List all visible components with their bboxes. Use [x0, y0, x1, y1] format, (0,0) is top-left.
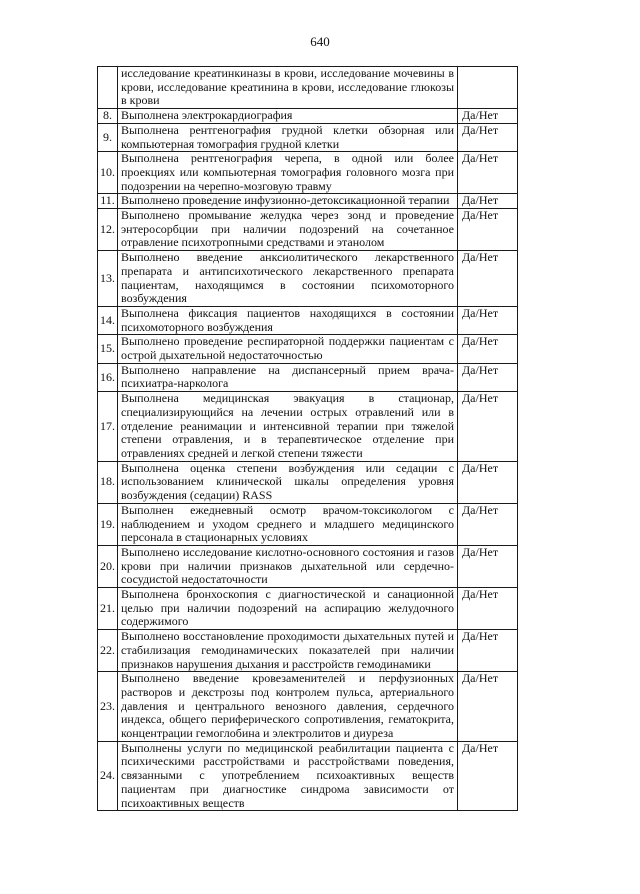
criterion-text: Выполнено введение анксиолитического лекарственного препарата и антипсихотического лекарственного препарата пациентам, находящимся в состоянии психомоторного возбуждения: [118, 251, 458, 307]
criterion-text: Выполнено направление на диспансерный прием врача-психиатра-нарколога: [118, 363, 458, 391]
answer-cell: Да/Нет: [458, 123, 518, 151]
table-row: [98, 545, 518, 587]
criterion-text: Выполнена оценка степени возбуждения или седации с использованием клинической шкалы определения уровня возбуждения (седации) RASS: [118, 461, 458, 503]
table-row: [98, 123, 518, 151]
row-number: 16.: [98, 363, 118, 391]
criterion-text: Выполнено промывание желудка через зонд и проведение энтеросорбции при наличии подозрений на сочетанное отравление психотропными средствами и этанолом: [118, 209, 458, 251]
row-number: 24.: [98, 741, 118, 811]
criterion-text: исследование креатинкиназы в крови, исследование мочевины в крови, исследование креатинина в крови, исследование глюкозы в крови: [118, 67, 458, 109]
table-body: [98, 67, 518, 811]
criterion-text: Выполнено восстановление проходимости дыхательных путей и стабилизация гемодинамических показателей при наличии признаков нарушения дыхания и расстройств гемодинамики: [118, 630, 458, 672]
criterion-text: Выполнена бронхоскопия с диагностической и санационной целью при наличии подозрений на аспирацию желудочного содержимого: [118, 588, 458, 630]
table-row: [98, 109, 518, 124]
answer-cell: Да/Нет: [458, 503, 518, 545]
row-number: 18.: [98, 461, 118, 503]
criterion-text: Выполнено проведение инфузионно-детоксикационной терапии: [118, 194, 458, 209]
criterion-text: Выполнена электрокардиография: [118, 109, 458, 124]
criterion-text: Выполнен ежедневный осмотр врачом-токсикологом с наблюдением и уходом среднего и младшего медицинского персонала в стационарных условиях: [118, 503, 458, 545]
criterion-text: Выполнена рентгенография черепа, в одной или более проекциях или компьютерная томография головного мозга при подозрении на черепно-мозговую травму: [118, 152, 458, 194]
table-row: [98, 152, 518, 194]
table-row: [98, 461, 518, 503]
answer-cell: Да/Нет: [458, 363, 518, 391]
criterion-text: Выполнена рентгенография грудной клетки обзорная или компьютерная томография грудной клетки: [118, 123, 458, 151]
row-number: 13.: [98, 251, 118, 307]
row-number: 23.: [98, 672, 118, 742]
criterion-text: Выполнена медицинская эвакуация в стационар, специализирующийся на лечении острых отравлений или в отделение реанимации и интенсивной терапии при тяжелой степени отравления, и в терапевтическое отделение при отравлениях средней и легкой степени тяжести: [118, 392, 458, 462]
answer-cell: Да/Нет: [458, 109, 518, 124]
row-number: 8.: [98, 109, 118, 124]
answer-cell: Да/Нет: [458, 392, 518, 462]
answer-cell: Да/Нет: [458, 461, 518, 503]
answer-cell: Да/Нет: [458, 630, 518, 672]
row-number: 19.: [98, 503, 118, 545]
table-row: [98, 363, 518, 391]
row-number: [98, 67, 118, 109]
row-number: 20.: [98, 545, 118, 587]
table-row: [98, 194, 518, 209]
row-number: 17.: [98, 392, 118, 462]
answer-cell: [458, 67, 518, 109]
page-number: 640: [310, 34, 330, 49]
answer-cell: Да/Нет: [458, 335, 518, 363]
row-number: 12.: [98, 209, 118, 251]
answer-cell: Да/Нет: [458, 545, 518, 587]
criterion-text: Выполнено введение кровезаменителей и перфузионных растворов и декстрозы под контролем пульса, артериального давления и центрального венозного давления, сердечного индекса, общего периферического сопротивления, гематокрита, концентрации гемоглобина и электролитов и диуреза: [118, 672, 458, 742]
table-row: [98, 588, 518, 630]
row-number: 22.: [98, 630, 118, 672]
table-row: [98, 251, 518, 307]
criterion-text: Выполнены услуги по медицинской реабилитации пациента с психическими расстройствами и расстройствами поведения, связанными с употреблением психоактивных веществ пациентам при диагностике синдрома зависимости от психоактивных веществ: [118, 741, 458, 811]
table-row: [98, 503, 518, 545]
table-row: [98, 335, 518, 363]
table-row: [98, 209, 518, 251]
answer-cell: Да/Нет: [458, 152, 518, 194]
table-row: [98, 630, 518, 672]
criterion-text: Выполнено исследование кислотно-основного состояния и газов крови при наличии признаков дыхательной или сердечно-сосудистой недостаточности: [118, 545, 458, 587]
row-number: 14.: [98, 306, 118, 334]
quality-criteria-table: [97, 66, 518, 811]
table-row: [98, 672, 518, 742]
answer-cell: Да/Нет: [458, 306, 518, 334]
criterion-text: Выполнено проведение респираторной поддержки пациентам с острой дыхательной недостаточностью: [118, 335, 458, 363]
table-row: [98, 306, 518, 334]
criterion-text: Выполнена фиксация пациентов находящихся в состоянии психомоторного возбуждения: [118, 306, 458, 334]
answer-cell: Да/Нет: [458, 194, 518, 209]
row-number: 10.: [98, 152, 118, 194]
answer-cell: Да/Нет: [458, 209, 518, 251]
row-number: 21.: [98, 588, 118, 630]
row-number: 11.: [98, 194, 118, 209]
row-number: 9.: [98, 123, 118, 151]
table-row: [98, 392, 518, 462]
answer-cell: Да/Нет: [458, 588, 518, 630]
answer-cell: Да/Нет: [458, 741, 518, 811]
table-row: [98, 741, 518, 811]
row-number: 15.: [98, 335, 118, 363]
answer-cell: Да/Нет: [458, 672, 518, 742]
answer-cell: Да/Нет: [458, 251, 518, 307]
table-row: [98, 67, 518, 109]
